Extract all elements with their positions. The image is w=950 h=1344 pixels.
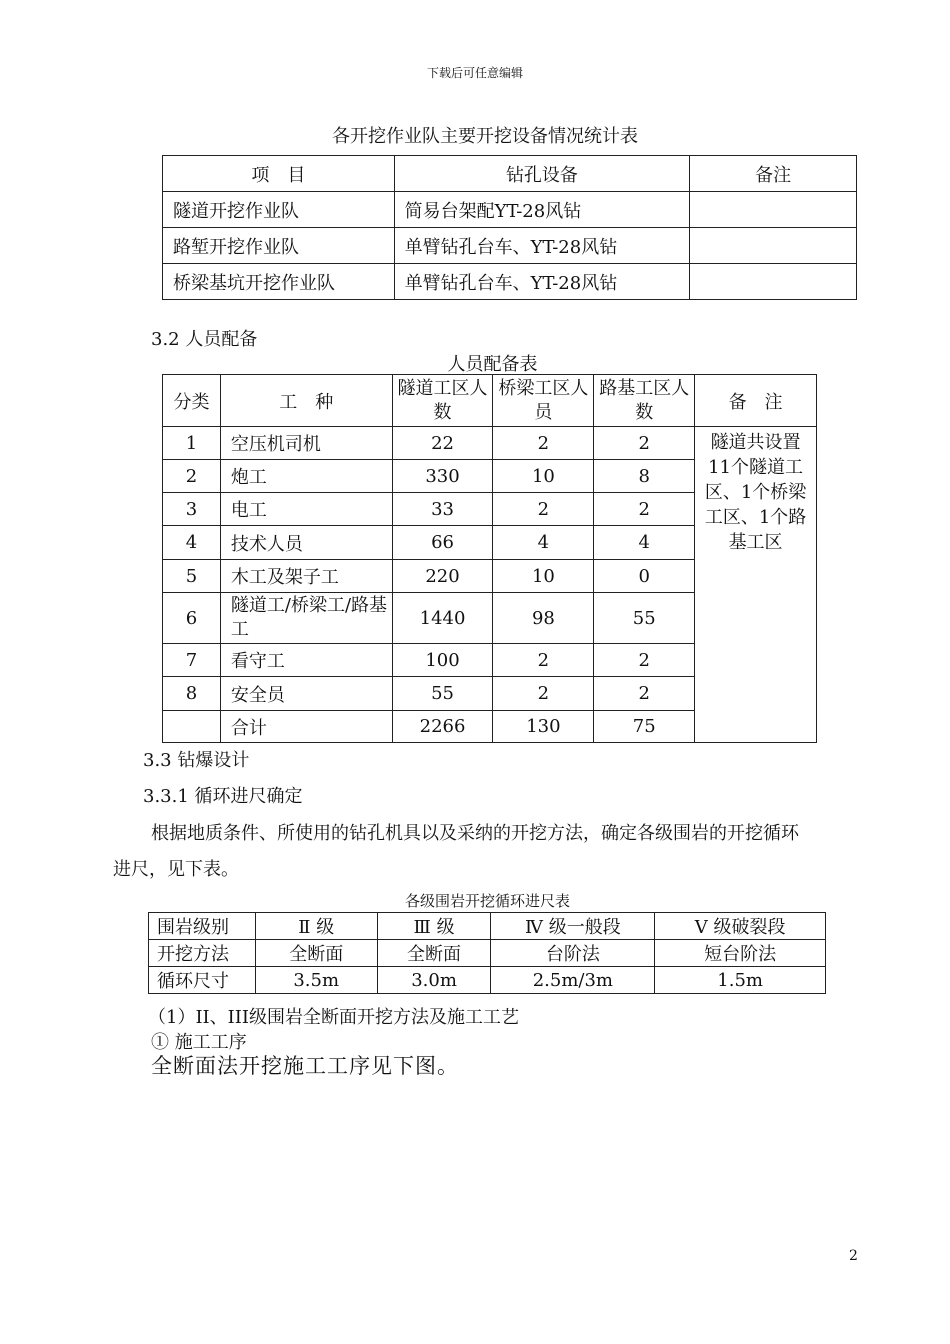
table-cell: 55: [392, 677, 493, 711]
table-cell: 桥梁基坑开挖作业队: [163, 264, 395, 300]
table-cell: 木工及架子工: [220, 560, 392, 593]
header-cell: 桥梁工区人员: [493, 375, 594, 427]
table-cell: 1440: [392, 593, 493, 644]
table-cell: 130: [493, 711, 594, 743]
table-cell: 2: [493, 493, 594, 526]
table-cell: [690, 264, 857, 300]
table-cell: [163, 711, 221, 743]
header-cell: 隧道工区人数: [392, 375, 493, 427]
table-cell: 2: [594, 493, 695, 526]
table-cell: 0: [594, 560, 695, 593]
header-cell: 工 种: [220, 375, 392, 427]
header-cell: 项 目: [163, 156, 395, 192]
remark-cell: 隧道共设置11个隧道工区、1个桥梁工区、1个路基工区: [695, 427, 817, 743]
body-paragraph-line: 根据地质条件、所使用的钻孔机具以及采纳的开挖方法，确定各级围岩的开挖循环: [151, 823, 799, 844]
table-cell: 短台阶法: [655, 940, 826, 967]
table-row: [163, 264, 857, 300]
list-item-heading: （1）II、III级围岩全断面开挖方法及施工工艺: [148, 1007, 520, 1028]
table-cell: 单臂钻孔台车、YT-28风钻: [394, 228, 690, 264]
table-row: [149, 967, 826, 994]
table-cell: 2: [594, 644, 695, 677]
table-cell: 合计: [220, 711, 392, 743]
table-cell: 3: [163, 493, 221, 526]
advance-table: [148, 912, 826, 994]
table-cell: 循环尺寸: [149, 967, 256, 994]
table-cell: 2: [493, 427, 594, 460]
list-subitem-heading: ① 施工工序: [151, 1032, 247, 1053]
table-cell: 330: [392, 460, 493, 493]
header-cell: 分类: [163, 375, 221, 427]
table-cell: 22: [392, 427, 493, 460]
header-cell: 路基工区人数: [594, 375, 695, 427]
header-cell: 备 注: [695, 375, 817, 427]
header-cell: 钻孔设备: [394, 156, 690, 192]
advance-table-title: 各级围岩开挖循环进尺表: [404, 892, 570, 910]
table-cell: 66: [392, 526, 493, 560]
subsection-heading: 3.3.1 循环进尺确定: [143, 786, 303, 807]
table-cell: 台阶法: [491, 940, 655, 967]
table-cell: 3.5m: [255, 967, 377, 994]
table-cell: 简易台架配YT-28风钻: [394, 192, 690, 228]
table-cell: 33: [392, 493, 493, 526]
table-cell: 看守工: [220, 644, 392, 677]
page-number: 2: [849, 1248, 858, 1264]
table-cell: 2: [493, 644, 594, 677]
page-header: 下载后可任意编辑: [426, 66, 523, 80]
table-header-row: [163, 156, 857, 192]
table-cell: 5: [163, 560, 221, 593]
equipment-table-title: 各开挖作业队主要开挖设备情况统计表: [332, 126, 638, 147]
table-cell: 空压机司机: [220, 427, 392, 460]
section-heading: 3.2 人员配备: [151, 329, 258, 350]
table-cell: 6: [163, 593, 221, 644]
header-cell: 备注: [690, 156, 857, 192]
table-cell: 98: [493, 593, 594, 644]
table-cell: [690, 228, 857, 264]
table-cell: 4: [493, 526, 594, 560]
table-cell: 2: [594, 427, 695, 460]
table-cell: 4: [163, 526, 221, 560]
table-row: [163, 427, 817, 460]
table-cell: 2: [493, 677, 594, 711]
table-cell: 75: [594, 711, 695, 743]
table-cell: 4: [594, 526, 695, 560]
table-row: [163, 228, 857, 264]
table-cell: 10: [493, 560, 594, 593]
table-cell: 围岩级别: [149, 913, 256, 940]
table-cell: 7: [163, 644, 221, 677]
table-cell: Ⅲ 级: [377, 913, 491, 940]
table-cell: 55: [594, 593, 695, 644]
body-paragraph-line: 进尺，见下表。: [113, 859, 239, 880]
table-cell: 1.5m: [655, 967, 826, 994]
table-cell: 220: [392, 560, 493, 593]
table-cell: 单臂钻孔台车、YT-28风钻: [394, 264, 690, 300]
table-cell: 2: [594, 677, 695, 711]
table-cell: 1: [163, 427, 221, 460]
table-cell: 炮工: [220, 460, 392, 493]
table-row: [149, 940, 826, 967]
table-cell: 2: [163, 460, 221, 493]
table-cell: 开挖方法: [149, 940, 256, 967]
closing-sentence: 全断面法开挖施工工序见下图。: [151, 1054, 459, 1078]
table-cell: 3.0m: [377, 967, 491, 994]
table-row: [149, 913, 826, 940]
section-heading: 3.3 钻爆设计: [143, 750, 250, 771]
staff-table-title: 人员配备表: [447, 354, 538, 375]
table-cell: 全断面: [255, 940, 377, 967]
table-cell: 100: [392, 644, 493, 677]
table-row: [163, 192, 857, 228]
table-cell: 全断面: [377, 940, 491, 967]
table-header-row: [163, 375, 817, 427]
table-cell: 电工: [220, 493, 392, 526]
table-cell: Ⅱ 级: [255, 913, 377, 940]
equipment-table: [162, 155, 857, 300]
table-cell: 2266: [392, 711, 493, 743]
table-cell: Ⅳ 级一般段: [491, 913, 655, 940]
table-cell: 隧道工/桥梁工/路基工: [220, 593, 392, 644]
staff-table: [162, 374, 817, 743]
table-cell: 10: [493, 460, 594, 493]
table-cell: 安全员: [220, 677, 392, 711]
table-cell: 8: [594, 460, 695, 493]
table-cell: 8: [163, 677, 221, 711]
table-cell: 隧道开挖作业队: [163, 192, 395, 228]
table-cell: [690, 192, 857, 228]
table-cell: 2.5m/3m: [491, 967, 655, 994]
table-cell: 路堑开挖作业队: [163, 228, 395, 264]
table-cell: Ⅴ 级破裂段: [655, 913, 826, 940]
table-cell: 技术人员: [220, 526, 392, 560]
